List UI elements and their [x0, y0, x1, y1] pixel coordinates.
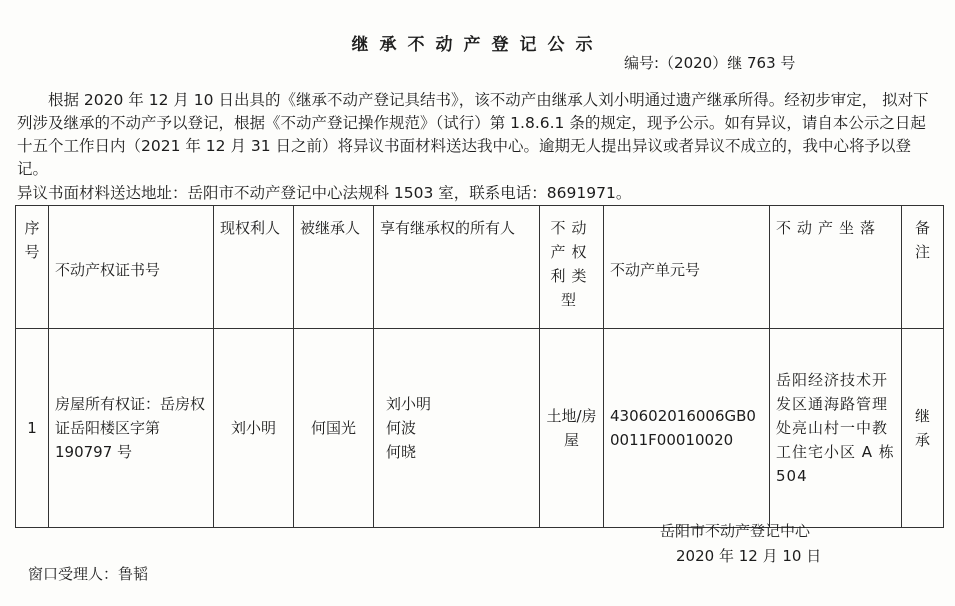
- registration-table: [15, 205, 944, 528]
- header-unit-no: 不动产单元号: [604, 206, 770, 329]
- cell-remark: 继承: [902, 329, 944, 528]
- header-location: 不动产坐落: [770, 206, 902, 329]
- heir-name: 何晓: [386, 443, 417, 461]
- cell-unit-no: 430602016006GB00011F00010020: [604, 329, 770, 528]
- heir-name: 刘小明: [386, 395, 432, 413]
- header-remark: 备注: [902, 206, 944, 329]
- issue-date: 2020 年 12 月 10 日: [676, 547, 822, 565]
- issuing-organization: 岳阳市不动产登记中心: [660, 522, 811, 540]
- header-decedent: 被继承人: [294, 206, 374, 329]
- header-cert-no: 不动产权证书号: [49, 206, 214, 329]
- document-number: 编号:（2020）继 763 号: [624, 54, 796, 72]
- header-seq: 序号: [16, 206, 49, 329]
- table-header-row: [16, 206, 944, 329]
- cell-right-type: 土地/房屋: [540, 329, 604, 528]
- header-heirs: 享有继承权的所有人: [374, 206, 540, 329]
- objection-address: 异议书面材料送达地址：岳阳市不动产登记中心法规科 1503 室，联系电话：8691971。: [17, 184, 632, 202]
- notice-body: 根据 2020 年 12 月 10 日出具的《继承不动产登记具结书》，该不动产由继承人刘小明通过遗产继承所得。经初步审定， 拟对下列涉及继承的不动产予以登记，根据《不动产登记操作规范》（试行）第 1.8.6.1 条的规定，现予公示。如有异议，请自本公示之日起十五个工作日内（2021 年 12 月 31 日之前）将异议书面材料送达我中心。逾期无人提出异议或者异议不成立的，我中心将予以登记。: [17, 91, 929, 178]
- cell-current-holder: 刘小明: [214, 329, 294, 528]
- table-row: [16, 329, 944, 528]
- cell-cert-no: 房屋所有权证：岳房权证岳阳楼区字第 190797 号: [49, 329, 214, 528]
- cell-decedent: 何国光: [294, 329, 374, 528]
- cell-seq: 1: [16, 329, 49, 528]
- heir-name: 何波: [386, 419, 417, 437]
- header-right-type: 不动产权利类型: [540, 206, 604, 329]
- cell-location: 岳阳经济技术开发区通海路管理处亮山村一中教工住宅小区 A 栋 504: [770, 329, 902, 528]
- notice-title: 继承不动产登记公示: [351, 35, 604, 55]
- cell-heirs: [374, 329, 540, 528]
- header-current-holder: 现权利人: [214, 206, 294, 329]
- window-clerk: 窗口受理人：鲁韬: [28, 565, 149, 583]
